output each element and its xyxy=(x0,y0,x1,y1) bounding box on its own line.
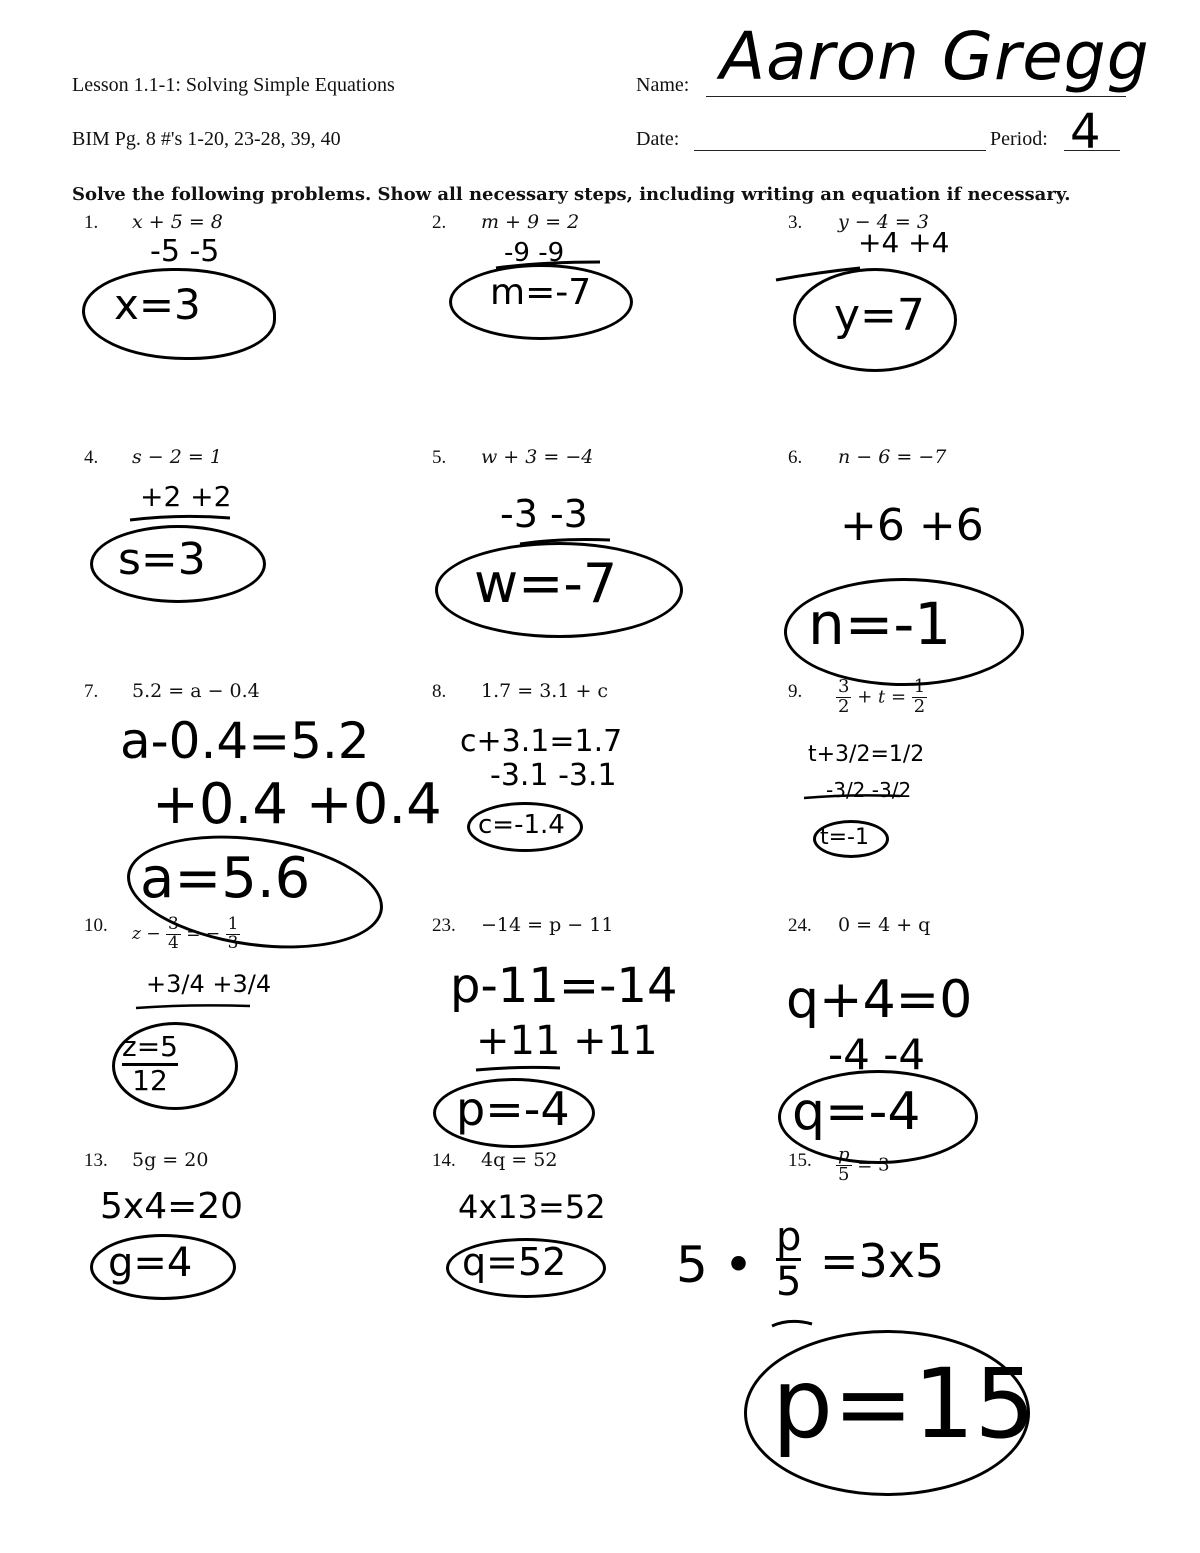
problem-equation: w + 3 = −4 xyxy=(481,446,594,468)
underline-stroke xyxy=(476,1067,560,1070)
handwritten-answer: c=-1.4 xyxy=(478,810,565,840)
date-label: Date: xyxy=(636,128,680,150)
problem-equation: n − 6 = −7 xyxy=(838,446,947,468)
assignment-reference: BIM Pg. 8 #'s 1-20, 23-28, 39, 40 xyxy=(72,128,341,150)
handwritten-work: q+4=0 xyxy=(786,970,973,1030)
handwritten-answer: t=-1 xyxy=(820,825,869,850)
handwritten-answer: y=7 xyxy=(834,290,925,341)
instructions: Solve the following problems. Show all necessary steps, including writing an equation if necessary. xyxy=(72,184,1071,205)
handwritten-work: =3x5 xyxy=(820,1234,945,1288)
problem-equation: y − 4 = 3 xyxy=(838,211,929,233)
underline-stroke xyxy=(520,540,610,545)
problem-equation: m + 9 = 2 xyxy=(481,211,580,233)
handwritten-answer: w=-7 xyxy=(474,552,618,615)
problem-number: 6. xyxy=(788,447,803,468)
problem-equation: 0 = 4 + q xyxy=(838,914,931,936)
handwritten-work: -5 -5 xyxy=(150,234,220,269)
crossout-stroke xyxy=(776,268,860,280)
problem-number: 9. xyxy=(788,681,803,702)
problem-equation: z − $\frac{3}{4}$ = − $\frac{1}{3}$ xyxy=(132,914,239,953)
problem-number: 3. xyxy=(788,212,803,233)
problem-equation: 1.7 = 3.1 + c xyxy=(481,680,609,702)
handwritten-work: a-0.4=5.2 xyxy=(120,712,370,770)
problem-equation: −14 = p − 11 xyxy=(481,914,614,936)
lesson-title: Lesson 1.1-1: Solving Simple Equations xyxy=(72,74,395,96)
handwritten-work: +2 +2 xyxy=(140,480,232,513)
problem-equation: x + 5 = 8 xyxy=(132,211,223,233)
problem-number: 5. xyxy=(432,447,447,468)
handwritten-work: $\frac{p}{5}$ xyxy=(776,1214,802,1305)
handwritten-answer: s=3 xyxy=(118,534,206,585)
problem-equation: s − 2 = 1 xyxy=(132,446,222,468)
handwritten-answer: m=-7 xyxy=(490,272,592,313)
handwritten-work: 5 • xyxy=(676,1236,754,1294)
problem-number: 8. xyxy=(432,681,447,702)
handwritten-answer: n=-1 xyxy=(808,590,952,658)
problem-number: 4. xyxy=(84,447,99,468)
handwritten-work: c+3.1=1.7 xyxy=(460,724,623,759)
underline-stroke xyxy=(130,516,230,520)
handwritten-work: +4 +4 xyxy=(858,226,950,259)
handwritten-work: +0.4 +0.4 xyxy=(152,772,442,837)
problem-number: 23. xyxy=(432,915,456,936)
problem-number: 24. xyxy=(788,915,812,936)
problem-number: 15. xyxy=(788,1150,812,1171)
problem-equation: 5.2 = a − 0.4 xyxy=(132,680,260,702)
underline-stroke xyxy=(496,262,600,268)
handwritten-answer: g=4 xyxy=(108,1240,193,1286)
underline-stroke xyxy=(804,795,900,798)
handwritten-work: +3/4 +3/4 xyxy=(146,970,272,998)
handwritten-work: t+3/2=1/2 xyxy=(808,742,925,767)
period-value: 4 xyxy=(1070,104,1101,160)
handwritten-work: 5x4=20 xyxy=(100,1186,244,1227)
problem-equation: 5g = 20 xyxy=(132,1149,209,1171)
problem-equation: 4q = 52 xyxy=(481,1149,558,1171)
handwritten-work: -4 -4 xyxy=(828,1030,926,1079)
problem-equation: $\frac{p}{5}$ = 3 xyxy=(838,1144,890,1185)
handwritten-work: -3/2 -3/2 xyxy=(826,778,912,802)
handwritten-work: -3 -3 xyxy=(500,492,588,536)
handwritten-answer: a=5.6 xyxy=(140,846,311,911)
problem-number: 13. xyxy=(84,1150,108,1171)
name-label: Name: xyxy=(636,74,690,96)
handwritten-answer: p=15 xyxy=(772,1348,1036,1460)
problem-number: 1. xyxy=(84,212,99,233)
problem-number: 7. xyxy=(84,681,99,702)
handwritten-answer: x=3 xyxy=(114,280,201,329)
handwritten-work: 4x13=52 xyxy=(458,1188,606,1226)
underline-stroke xyxy=(772,1321,812,1326)
handwritten-answer: p=-4 xyxy=(456,1082,570,1136)
student-name-signature: Aaron Gregg xyxy=(720,18,1150,95)
handwritten-answer: q=-4 xyxy=(792,1082,921,1142)
handwritten-work: +11 +11 xyxy=(476,1018,658,1064)
problem-equation: $\frac{3}{2}$ + t = $\frac{1}{2}$ xyxy=(838,676,926,717)
handwritten-work: p-11=-14 xyxy=(450,958,678,1014)
handwritten-work: +6 +6 xyxy=(840,500,984,551)
handwritten-answer: $\frac{z=5}{12}$ xyxy=(122,1030,178,1097)
handwritten-answer: q=52 xyxy=(462,1240,567,1284)
period-label: Period: xyxy=(990,128,1048,150)
handwritten-work: -9 -9 xyxy=(504,238,565,268)
handwritten-work: -3.1 -3.1 xyxy=(490,758,617,793)
problem-number: 14. xyxy=(432,1150,456,1171)
problem-number: 10. xyxy=(84,915,108,936)
underline-stroke xyxy=(136,1005,250,1008)
problem-number: 2. xyxy=(432,212,447,233)
